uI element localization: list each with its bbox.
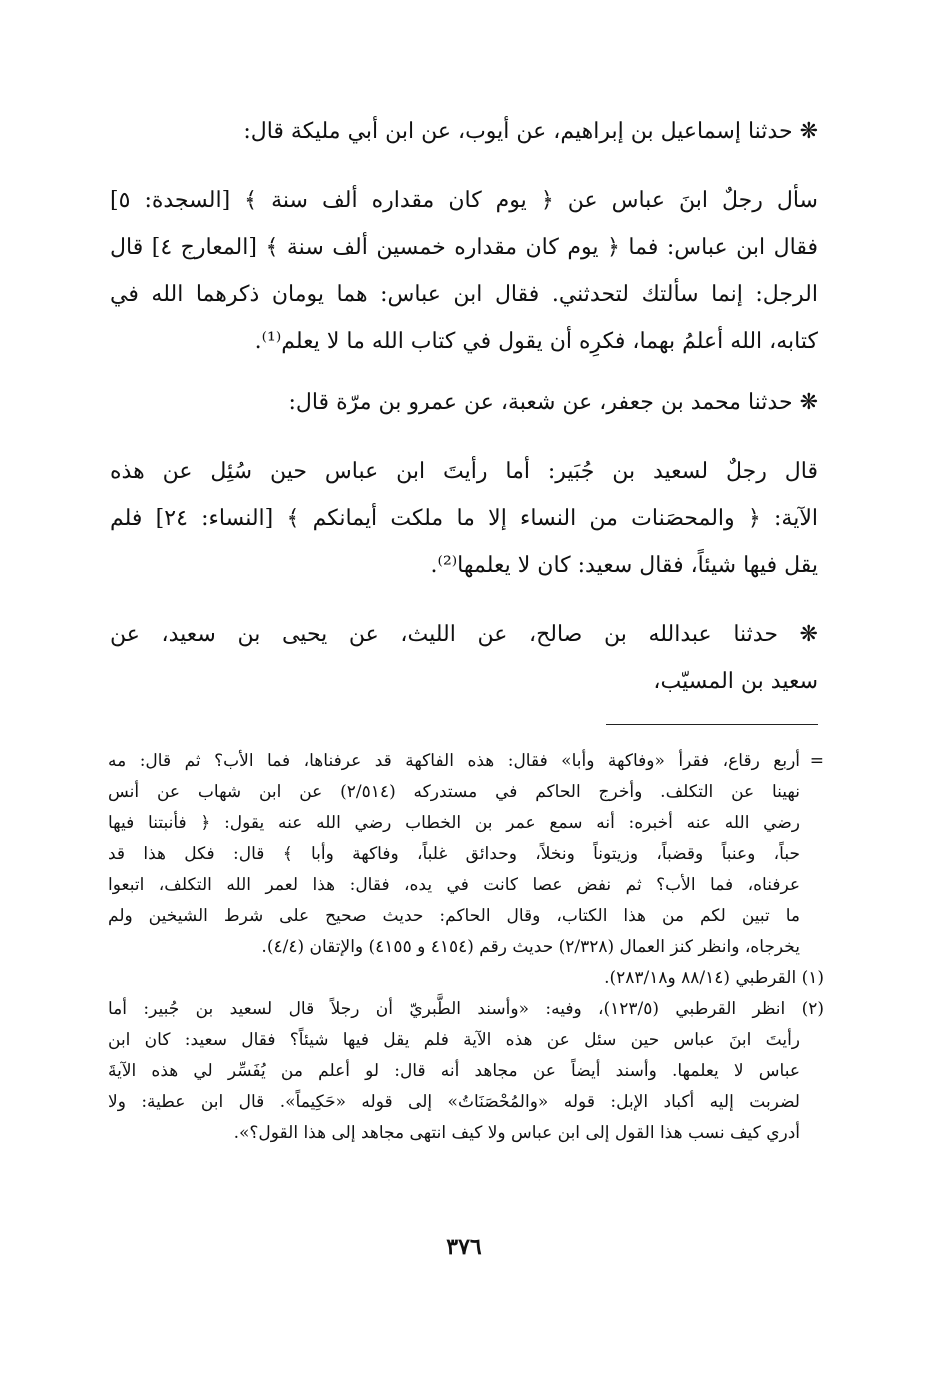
footnote-line: عباس لا يعلمها. وأسند أيضاً عن مجاهد أنه قال: لو أعلم من يُفَسِّر لي هذه الآيةَ — [108, 1061, 800, 1081]
footnote-continuation — [108, 746, 824, 963]
paragraph-line: الآية: ﴿ والمحصَنات من النساء إلا ما ملكت أيمانكم ﴾ [النساء: ٢٤] فلم — [110, 506, 818, 531]
footnote-1 — [108, 963, 824, 994]
isnad-line-2: ❋ حدثنا محمد بن جعفر، عن شعبة، عن عمرو بن مرّة قال: — [288, 390, 818, 415]
isnad-paragraph-3 — [110, 611, 818, 705]
paragraph-line: قال رجلٌ لسعيد بن جُبَير: أما رأيتَ ابن عباس حين سُئِل عن هذه — [110, 459, 818, 484]
book-page — [108, 108, 825, 1288]
footnote-line: رضي الله عنه أخبره: أنه سمع عمر بن الخطاب رضي الله عنه يقول: ﴿ فأنبتنا فيها — [108, 813, 800, 833]
paragraph-line: سعيد بن المسيّب، — [653, 669, 818, 694]
footnote-line: عرفناه، فما الأب؟ ثم نفض عصا كانت في يده، فقال: هذا لعمر الله التكلف، اتبعوا — [108, 875, 800, 895]
paragraph-line: كتابه، الله أعلمُ بهما، فكرِه أن يقول في كتاب الله ما لا يعلم⁽¹⁾. — [254, 329, 818, 354]
footnote-line: (١) القرطبي (٨٨/١٤ و٢٨٣/١٨). — [604, 968, 824, 988]
hadith-paragraph-1 — [110, 177, 818, 365]
footnote-line: لضربت إليه أكباد الإبل: قوله «والمُحْصَنَاتُ» إلى قوله «حَكِيماً». قال ابن عطية: ولا — [108, 1092, 800, 1112]
continuation-marker: = — [809, 751, 824, 771]
footnote-line: نهينا عن التكلف. وأخرج الحاكم في مستدركه (٢/٥١٤) عن ابن شهاب عن أنس — [108, 782, 801, 802]
paragraph-line: الرجل: إنما سألتك لتحدثني. فقال ابن عباس: هما يومان ذكرهما الله في — [110, 282, 818, 307]
footnote-2 — [108, 994, 824, 1149]
paragraph-line: فقال ابن عباس: فما ﴿ يوم كان مقداره خمسين ألف سنة ﴾ [المعارج ٤] قال — [110, 235, 818, 260]
hadith-paragraph-2 — [110, 448, 818, 589]
footnote-line: ما تبين لكم من هذا الكتاب، وقال الحاكم: حديث صحيح على شرط الشيخين ولم — [108, 906, 800, 926]
footnote-line: حباً، وعنباً وقضباً، وزيتوناً ونخلاً، وحدائق غلباً، وفاكهة وأبا ﴾ قال: فكل هذا قد — [108, 844, 800, 864]
footnote-line: رأيتَ ابنَ عباس حين سئل عن هذه الآية فلم يقل فيها شيئاً؟ فقال سعيد: كان ابن — [108, 1030, 800, 1050]
footnote-line: (٢) انظر القرطبي (١٢٣/٥)، وفيه: «وأسند الطَّبريّ أن رجلاً قال لسعيد بن جُبير: أما — [108, 999, 825, 1019]
paragraph-line: يقل فيها شيئاً، فقال سعيد: كان لا يعلمها⁽²⁾. — [430, 553, 818, 578]
page-number: ٣٧٦ — [446, 1234, 482, 1260]
footnote-line: أدري كيف نسب هذا القول إلى ابن عباس ولا كيف انتهى مجاهد إلى هذا القول؟». — [233, 1123, 800, 1143]
footnote-separator — [606, 724, 818, 725]
paragraph-line: سأل رجلٌ ابنَ عباس عن ﴿ يوم كان مقداره ألف سنة ﴾ [السجدة: ٥] — [110, 188, 818, 213]
paragraph-line: ❋ حدثنا عبدالله بن صالح، عن الليث، عن يحيى بن سعيد، عن — [110, 622, 818, 647]
footnote-line: أربع رقاع، فقرأ «وفاكهة وأبا» فقال: هذه الفاكهة قد عرفناها، فما الأب؟ ثم قال: مه — [108, 751, 800, 771]
isnad-line-1: ❋ حدثنا إسماعيل بن إبراهيم، عن أيوب، عن ابن أبي مليكة قال: — [243, 119, 818, 144]
footnote-line: يخرجاه، وانظر كنز العمال (٢/٣٢٨) حديث رقم (٤١٥٤ و ٤١٥٥) والإتقان (٤/٤). — [261, 937, 800, 957]
footnotes — [108, 746, 824, 1149]
